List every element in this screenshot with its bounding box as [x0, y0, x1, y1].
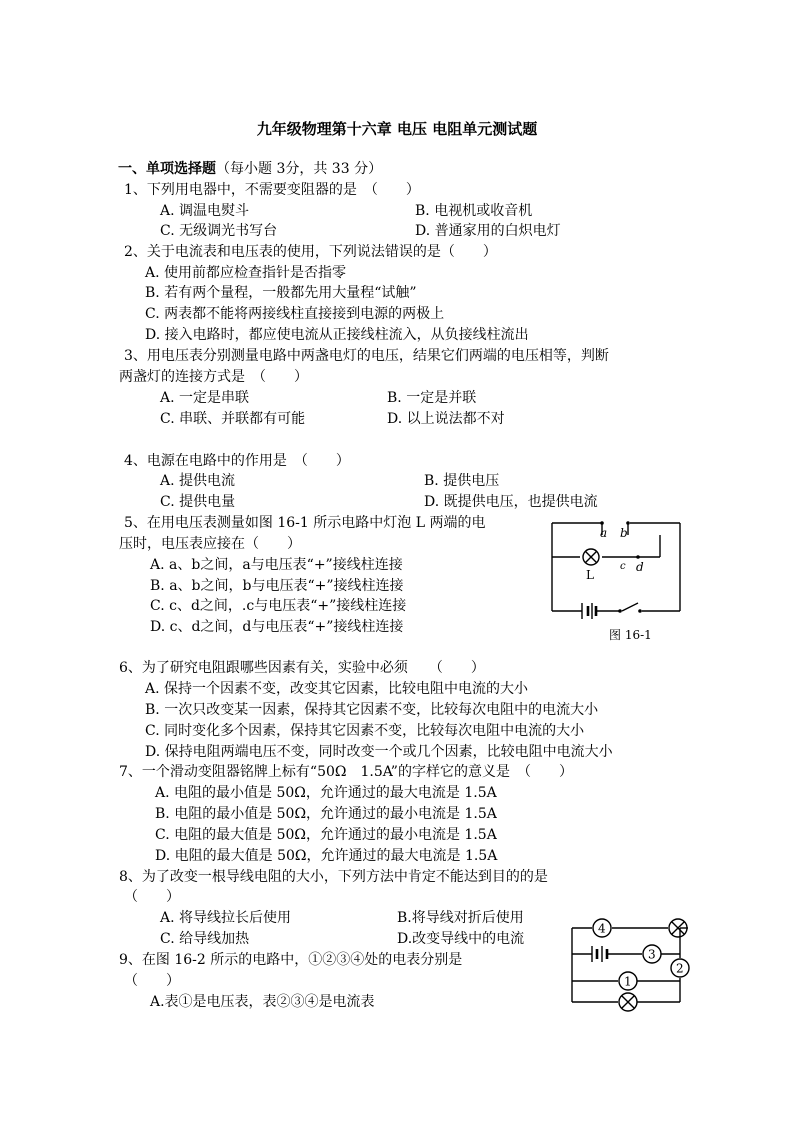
q1-option-b: B. 电视机或收音机	[415, 203, 533, 219]
q9-option-a: A.表①是电压表，表②③④是电流表	[150, 994, 375, 1010]
q5-option-a: A. a、b之间，a与电压表“+”接线柱连接	[150, 557, 403, 573]
q4-option-d: D. 既提供电压，也提供电流	[424, 494, 598, 510]
page-title: 九年级物理第十六章 电压 电阻单元测试题	[256, 120, 538, 138]
fig1-label-a: a	[600, 526, 608, 540]
q1-option-c: C. 无级调光书写台	[160, 223, 278, 239]
q1-option-d: D. 普通家用的白炽电灯	[415, 223, 561, 239]
meter-1-label: 1	[624, 974, 632, 989]
q5-option-c: C. c、d之间，.c与电压表“+”接线柱连接	[150, 598, 407, 614]
q3-option-b: B. 一定是并联	[387, 390, 477, 406]
q7-option-b: B. 电阻的最小值是 50Ω，允许通过的最小电流是 1.5A	[155, 806, 497, 822]
q5-stem-2: 压时，电压表应接在（ ）	[119, 536, 301, 552]
q4-stem: 4、电源在电路中的作用是 （ ）	[124, 453, 350, 469]
q6-option-c: C. 同时变化多个因素，保持其它因素不变，比较每次电阻中电流的大小	[145, 723, 585, 739]
q6-stem: 6、为了研究电阻跟哪些因素有关，实验中必须 （ ）	[119, 660, 485, 676]
q4-option-a: A. 提供电流	[160, 473, 236, 489]
q9-stem-1: 9、在图 16-2 所示的电路中，①②③④处的电表分别是	[119, 952, 463, 968]
q3-option-a: A. 一定是串联	[160, 390, 250, 406]
q3-stem-2: 两盏灯的连接方式是 （ ）	[119, 369, 308, 385]
q6-option-a: A. 保持一个因素不变，改变其它因素，比较电阻中电流的大小	[145, 681, 529, 697]
fig1-label-d: d	[636, 560, 644, 574]
q2-option-c: C. 两表都不能将两接线柱直接接到电源的两极上	[145, 306, 445, 322]
q8-option-a: A. 将导线拉长后使用	[160, 910, 292, 926]
q4-option-b: B. 提供电压	[424, 473, 500, 489]
q2-option-b: B. 若有两个量程，一般都先用大量程“试触”	[145, 285, 417, 301]
q3-option-d: D. 以上说法都不对	[387, 411, 505, 427]
q5-option-d: D. c、d之间，d与电压表“+”接线柱连接	[150, 619, 404, 635]
q1-option-a: A. 调温电熨斗	[160, 203, 250, 219]
fig1-label-lamp: L	[586, 568, 594, 582]
q2-option-a: A. 使用前都应检查指针是否指零	[145, 265, 347, 281]
q6-option-d: D. 保持电阻两端电压不变，同时改变一个或几个因素，比较电阻中电流大小	[145, 744, 613, 760]
fig1-label-c: c	[620, 561, 626, 572]
q6-option-b: B. 一次只改变某一因素，保持其它因素不变，比较每次电阻中的电流大小	[145, 702, 599, 718]
q7-stem: 7、一个滑动变阻器铭牌上标有“50Ω 1.5A”的字样它的意义是 （ ）	[119, 764, 573, 780]
q5-option-b: B. a、b之间，b与电压表“+”接线柱连接	[150, 578, 404, 594]
fig1-label-b: b	[620, 526, 628, 540]
q3-stem-1: 3、用电压表分别测量电路中两盏电灯的电压，结果它们两端的电压相等，判断	[124, 348, 609, 364]
meter-4-label: 4	[598, 921, 606, 936]
q2-option-d: D. 接入电路时，都应使电流从正接线柱流入，从负接线柱流出	[145, 327, 529, 343]
q7-option-a: A. 电阻的最小值是 50Ω，允许通过的最大电流是 1.5A	[155, 785, 497, 801]
q4-option-c: C. 提供电量	[160, 494, 236, 510]
section-heading	[118, 160, 382, 178]
figure-caption-16-1: 图 16-1	[609, 628, 652, 642]
meter-2-label: 2	[676, 961, 684, 976]
q3-option-c: C. 串联、并联都有可能	[160, 411, 306, 427]
q8-option-d: D.改变导线中的电流	[397, 931, 525, 947]
q8-stem-2: （ ）	[124, 889, 180, 905]
circuit-diagram-16-2	[562, 912, 694, 1017]
meter-3-label: 3	[648, 947, 656, 962]
q8-option-b: B.将导线对折后使用	[397, 910, 524, 926]
section-note: （每小题 3分，共 33 分）	[216, 161, 383, 177]
q9-stem-2: （ ）	[124, 973, 180, 989]
section-title: 一、单项选择题	[118, 161, 216, 177]
q8-stem-1: 8、为了改变一根导线电阻的大小，下列方法中肯定不能达到目的的是	[119, 869, 548, 885]
q5-stem-1: 5、在用电压表测量如图 16-1 所示电路中灯泡 L 两端的电	[124, 515, 486, 531]
q7-option-c: C. 电阻的最大值是 50Ω，允许通过的最小电流是 1.5A	[155, 827, 497, 843]
q1-stem: 1、下列用电器中，不需要变阻器的是 （ ）	[124, 182, 420, 198]
q2-stem: 2、关于电流表和电压表的使用，下列说法错误的是（ ）	[124, 244, 497, 260]
q7-option-d: D. 电阻的最大值是 50Ω，允许通过的最大电流是 1.5A	[155, 848, 498, 864]
q8-option-c: C. 给导线加热	[160, 931, 250, 947]
